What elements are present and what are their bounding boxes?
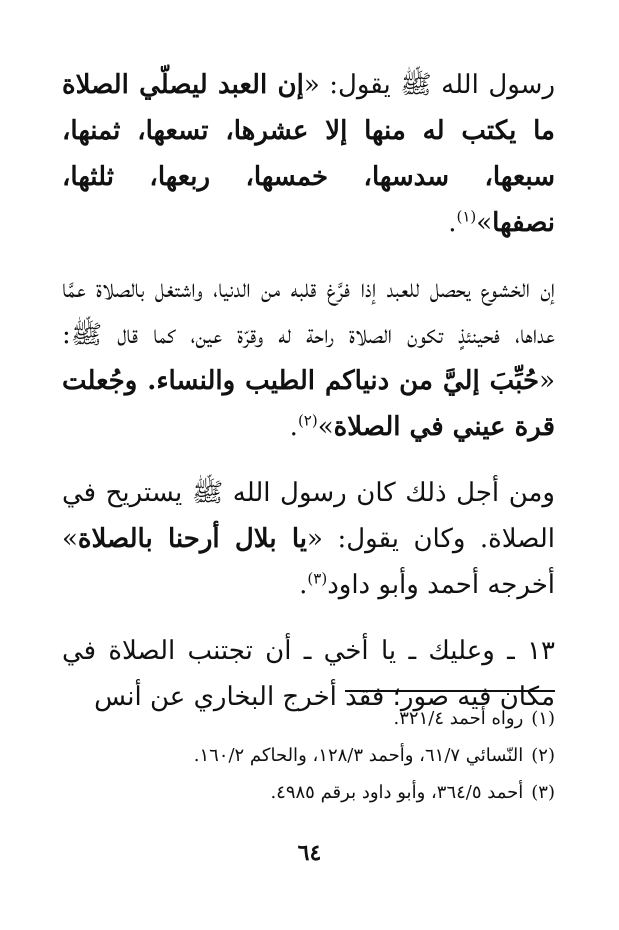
- hadith-quote-2: حُبِّبَ إليَّ من دنياكم الطيب والنساء. وجُعلت قرة عيني في الصلاة: [62, 366, 555, 442]
- footnote-ref-3: (٣): [307, 569, 328, 588]
- paragraph-3-text: ومن أجل ذلك كان رسول الله ﷺ يستريح في الصلاة. وكان يقول: «: [62, 478, 556, 554]
- footnote-2: [62, 737, 555, 774]
- paragraph-2-close: »: [317, 412, 334, 442]
- footnote-3: [62, 774, 555, 811]
- paragraph-2-text: إن الخشوع يحصل للعبد إذا فرَّغ قلبه من الدنيا، واشتغل بالصلاة عمَّا عداها، فحينئذٍ تكون الصلاة راحة له وقرّة عين، كما قال ﷺ: «: [62, 274, 555, 396]
- footnote-3-number: (٣): [531, 782, 555, 803]
- footnote-divider: [345, 690, 555, 692]
- paragraph-3-close: » أخرجه أحمد وأبو داود: [62, 524, 555, 600]
- paragraph-2: [62, 266, 555, 450]
- footnote-2-text: النّسائي ٦١/٧، وأحمد ١٢٨/٣، والحاكم ١٦٠/٢.: [193, 745, 524, 766]
- paragraph-2-end: .: [289, 412, 298, 442]
- footnote-2-number: (٢): [531, 745, 555, 766]
- hadith-quote-3: يا بلال أرحنا بالصلاة: [77, 524, 308, 554]
- footnote-3-text: أحمد ٣٦٤/٥، وأبو داود برقم ٤٩٨٥.: [270, 782, 524, 803]
- footnote-1-number: (١): [531, 708, 555, 729]
- footnote-ref-1: (١): [456, 207, 477, 226]
- paragraph-1: [62, 62, 555, 246]
- paragraph-3-end: .: [299, 570, 308, 600]
- footnote-1-text: رواه أحمد ٣٢١/٤.: [393, 708, 524, 729]
- paragraph-3: [62, 470, 555, 608]
- footnotes: [62, 700, 555, 811]
- footnote-1: [62, 700, 555, 737]
- paragraph-4-text: ١٣ ـ وعليك ـ يا أخي ـ أن تجتنب الصلاة في مكان فيه صور؛ فقد أخرج البخاري عن أنس: [62, 636, 555, 712]
- paragraph-1-end: .: [448, 208, 457, 238]
- paragraph-1-close: »: [476, 208, 493, 238]
- page-number: ٦٤: [297, 840, 322, 866]
- hadith-quote-1: إن العبد ليصلّي الصلاة ما يكتب له منها إلا عشرها، تسعها، ثمنها، سبعها، سدسها، خمسها، ربعها، ثلثها، نصفها: [62, 70, 555, 238]
- footnote-ref-2: (٢): [297, 411, 318, 430]
- paragraph-1-text: رسول الله ﷺ يقول: «: [303, 70, 555, 100]
